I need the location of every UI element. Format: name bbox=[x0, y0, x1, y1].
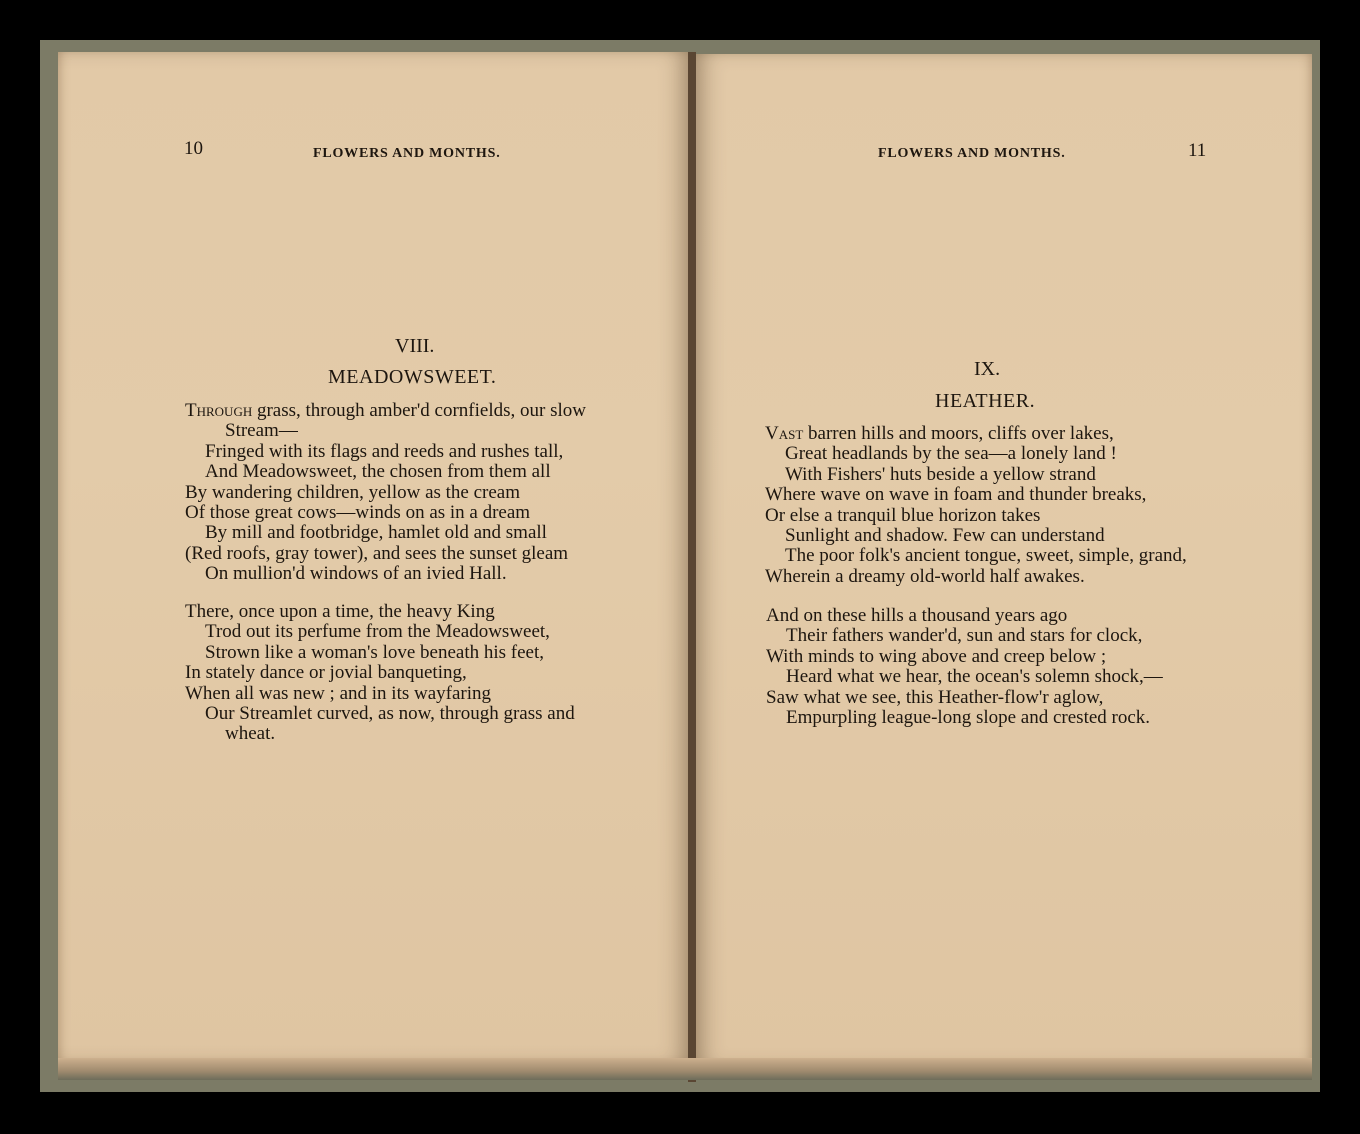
line-text: The poor folk's ancient tongue, sweet, simple, grand, bbox=[785, 545, 1187, 567]
poem-line bbox=[185, 684, 575, 704]
poem-line bbox=[766, 667, 1163, 687]
poem-line bbox=[185, 663, 575, 683]
poem-line bbox=[185, 544, 586, 564]
poem-line bbox=[185, 421, 586, 441]
left-running-head: FLOWERS AND MONTHS. bbox=[313, 146, 501, 161]
left-stanza-2 bbox=[185, 602, 575, 745]
line-text: There, once upon a time, the heavy King bbox=[185, 601, 495, 622]
right-poem-numeral: IX. bbox=[974, 358, 1001, 380]
line-text: When all was new ; and in its wayfaring bbox=[185, 682, 492, 704]
line-text: Heard what we hear, the ocean's solemn shock,— bbox=[786, 666, 1163, 688]
right-poem-title: HEATHER. bbox=[935, 390, 1036, 412]
line-text: By wandering children, yellow as the cream bbox=[185, 481, 521, 503]
poem-line bbox=[766, 626, 1163, 646]
drop-word: Vast bbox=[765, 423, 804, 444]
poem-line bbox=[185, 564, 586, 584]
poem-line bbox=[185, 622, 575, 642]
poem-line bbox=[766, 688, 1163, 708]
left-poem-title: MEADOWSWEET. bbox=[328, 366, 497, 388]
right-stanza-1 bbox=[765, 424, 1187, 587]
poem-line bbox=[185, 704, 575, 724]
line-text: And on these hills a thousand years ago bbox=[766, 605, 1068, 626]
poem-line bbox=[185, 503, 586, 523]
poem-line bbox=[185, 724, 575, 744]
line-text: With Fishers' huts beside a yellow strand bbox=[785, 463, 1096, 485]
poem-line bbox=[765, 465, 1187, 485]
line-text: And Meadowsweet, the chosen from them all bbox=[205, 461, 551, 483]
line-text: grass, through amber'd cornfields, our slow bbox=[252, 400, 586, 421]
line-text: Or else a tranquil blue horizon takes bbox=[765, 504, 1041, 526]
right-running-head: FLOWERS AND MONTHS. bbox=[878, 146, 1066, 161]
line-text: Wherein a dreamy old-world half awakes. bbox=[765, 565, 1085, 587]
line-text: wheat. bbox=[225, 723, 276, 745]
poem-line bbox=[765, 506, 1187, 526]
right-page-number: 11 bbox=[1188, 140, 1207, 161]
left-stanza-1 bbox=[185, 401, 586, 585]
line-text: Our Streamlet curved, as now, through grass and bbox=[205, 702, 575, 724]
line-text: Where wave on wave in foam and thunder breaks, bbox=[765, 484, 1147, 506]
poem-line bbox=[185, 483, 586, 503]
left-page-number: 10 bbox=[184, 138, 203, 159]
poem-line bbox=[185, 602, 575, 622]
poem-line bbox=[765, 526, 1187, 546]
drop-word: Through bbox=[185, 400, 253, 421]
line-text: Sunlight and shadow. Few can understand bbox=[785, 524, 1105, 546]
line-text: barren hills and moors, cliffs over lakes, bbox=[803, 423, 1114, 444]
poem-line bbox=[185, 523, 586, 543]
line-text: By mill and footbridge, hamlet old and small bbox=[205, 522, 547, 544]
poem-line bbox=[765, 444, 1187, 464]
line-text: Trod out its perfume from the Meadowsweet, bbox=[205, 621, 550, 643]
poem-line bbox=[765, 546, 1187, 566]
poem-line bbox=[765, 567, 1187, 587]
poem-line bbox=[766, 647, 1163, 667]
line-text: Stream— bbox=[225, 420, 298, 442]
line-text: Of those great cows—winds on as in a dream bbox=[185, 501, 531, 523]
poem-line bbox=[765, 424, 1187, 444]
poem-line bbox=[766, 708, 1163, 728]
line-text: Fringed with its flags and reeds and rushes tall, bbox=[205, 440, 564, 462]
line-text: Their fathers wander'd, sun and stars for clock, bbox=[786, 625, 1143, 647]
line-text: Empurpling league-long slope and crested rock. bbox=[786, 706, 1151, 728]
poem-line bbox=[765, 485, 1187, 505]
line-text: On mullion'd windows of an ivied Hall. bbox=[205, 563, 507, 585]
line-text: (Red roofs, gray tower), and sees the sunset gleam bbox=[185, 542, 569, 564]
line-text: Strown like a woman's love beneath his feet, bbox=[205, 641, 545, 663]
poem-line bbox=[185, 442, 586, 462]
poem-line bbox=[185, 401, 586, 421]
right-stanza-2 bbox=[766, 606, 1163, 728]
line-text: Great headlands by the sea—a lonely land ! bbox=[785, 443, 1117, 465]
left-poem-numeral: VIII. bbox=[395, 335, 435, 357]
page-edges-bottom bbox=[58, 1058, 1312, 1080]
line-text: Saw what we see, this Heather-flow'r aglow, bbox=[766, 686, 1104, 708]
line-text: In stately dance or jovial banqueting, bbox=[185, 662, 467, 684]
poem-line bbox=[766, 606, 1163, 626]
book-gutter bbox=[688, 52, 696, 1082]
poem-line bbox=[185, 643, 575, 663]
line-text: With minds to wing above and creep below ; bbox=[766, 645, 1107, 667]
poem-line bbox=[185, 462, 586, 482]
